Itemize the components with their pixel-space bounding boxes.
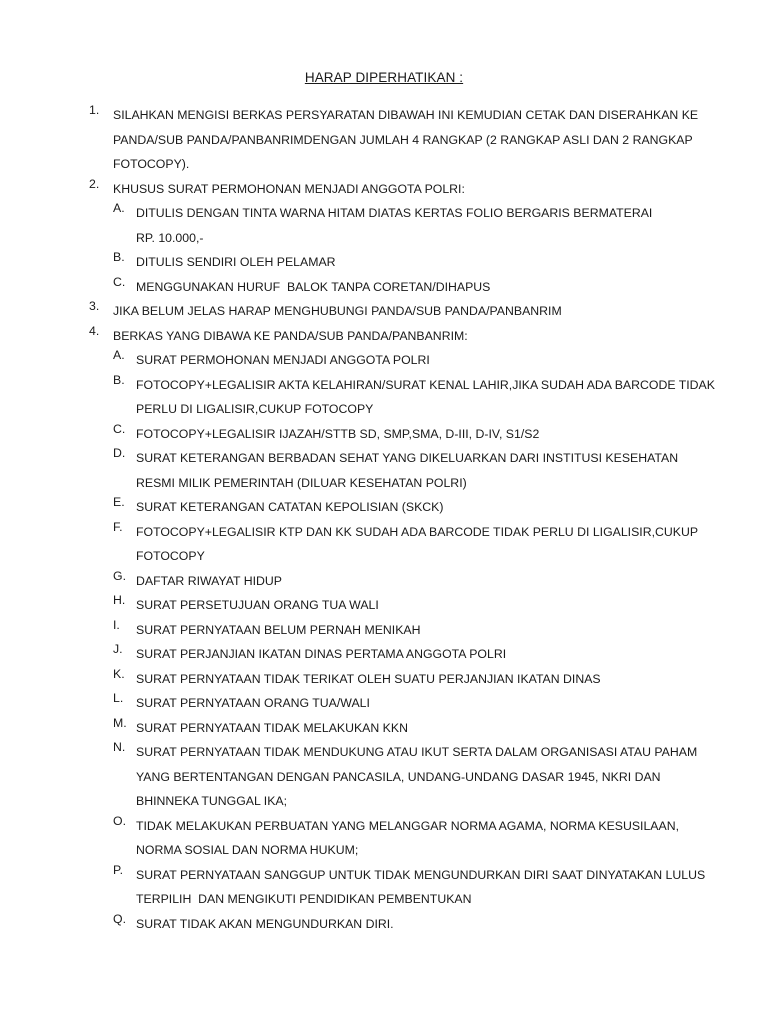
sub-list-item-text (136, 495, 681, 520)
sub-list-item-text (136, 446, 681, 495)
text-line: DITULIS SENDIRI OLEH PELAMAR (136, 255, 336, 269)
sub-list-item-letter: A. (113, 348, 125, 362)
sub-list-item-text (136, 740, 698, 814)
sub-list-item-text (136, 275, 681, 300)
text-line: SURAT PERNYATAAN TIDAK MENDUKUNG ATAU IKUT SERTA DALAM ORGANISASI ATAU PAHAM (136, 745, 698, 759)
text-line: DITULIS DENGAN TINTA WARNA HITAM DIATAS KERTAS FOLIO BERGARIS BERMATERAI (136, 206, 653, 220)
sub-list-item-letter: D. (113, 446, 126, 460)
text-line: PANDA/SUB PANDA/PANBANRIMDENGAN JUMLAH 4 RANGKAP (2 RANGKAP ASLI DAN 2 RANGKAP (113, 132, 693, 147)
sub-list-item-letter: G. (113, 568, 126, 583)
sub-list-item-letter: B. (113, 250, 125, 264)
sub-list-item (0, 520, 768, 569)
text-line: SURAT PERNYATAAN SANGGUP UNTUK TIDAK MENGUNDURKAN DIRI SAAT DINYATAKAN LULUS (136, 867, 706, 882)
sub-list-item-letter: I. (113, 617, 120, 632)
document-title: HARAP DIPERHATIKAN : (304, 70, 464, 85)
sub-list-item-text (136, 569, 681, 594)
sub-list-item (0, 912, 768, 937)
sub-list-item-letter: L. (113, 691, 124, 705)
list-item-number: 4. (89, 323, 100, 338)
text-line: BHINNEKA TUNGGAL IKA; (136, 794, 288, 808)
text-line: MENGGUNAKAN HURUF BALOK TANPA CORETAN/DIHAPUS (136, 279, 491, 294)
sub-list-item (0, 863, 768, 912)
sub-list-item (0, 618, 768, 643)
list-item-text (113, 299, 683, 324)
sub-list-item (0, 814, 768, 863)
sub-list-item (0, 691, 768, 716)
list-item-text (113, 177, 683, 202)
sub-list-item (0, 593, 768, 618)
sub-list-item-letter: J. (113, 642, 123, 656)
text-line: SURAT PERSETUJUAN ORANG TUA WALI (136, 598, 379, 612)
sub-list-item (0, 422, 768, 447)
sub-list-item (0, 446, 768, 495)
sub-list-item-letter: N. (113, 740, 126, 754)
text-line: FOTOCOPY (136, 549, 205, 563)
text-line: FOTOCOPY+LEGALISIR IJAZAH/STTB SD, SMP,SMA, D-III, D-IV, S1/S2 (136, 426, 540, 441)
list-item-text (113, 324, 683, 349)
text-line: SURAT TIDAK AKAN MENGUNDURKAN DIRI. (136, 916, 394, 931)
list-item-number: 3. (89, 299, 100, 313)
list-item (0, 299, 768, 324)
list-item (0, 177, 768, 300)
sub-list-item-letter: O. (113, 813, 126, 828)
sub-list-item-text (136, 667, 681, 692)
text-line: SURAT PERJANJIAN IKATAN DINAS PERTAMA ANGGOTA POLRI (136, 647, 507, 661)
sub-list-item (0, 642, 768, 667)
sub-list-item (0, 716, 768, 741)
text-line: FOTOCOPY+LEGALISIR AKTA KELAHIRAN/SURAT KENAL LAHIR,JIKA SUDAH ADA BARCODE TIDAK (136, 377, 715, 392)
text-line: SILAHKAN MENGISI BERKAS PERSYARATAN DIBAWAH INI KEMUDIAN CETAK DAN DISERAHKAN KE (113, 108, 699, 122)
sub-list-item-letter: F. (113, 519, 123, 534)
sub-list-item-letter: P. (113, 862, 124, 877)
text-line: DAFTAR RIWAYAT HIDUP (136, 573, 282, 588)
text-line: FOTOCOPY+LEGALISIR KTP DAN KK SUDAH ADA BARCODE TIDAK PERLU DI LIGALISIR,CUKUP (136, 524, 699, 539)
sub-list-item-letter: K. (113, 666, 125, 681)
text-line: SURAT PERMOHONAN MENJADI ANGGOTA POLRI (136, 353, 430, 367)
list-item-number: 2. (89, 176, 100, 191)
text-line: FOTOCOPY). (113, 157, 190, 171)
sub-list-item-text (136, 814, 681, 863)
text-line: KHUSUS SURAT PERMOHONAN MENJADI ANGGOTA POLRI: (113, 181, 465, 196)
sub-list-item (0, 740, 768, 814)
text-line: SURAT PERNYATAAN TIDAK TERIKAT OLEH SUATU PERJANJIAN IKATAN DINAS (136, 671, 601, 686)
sub-list-item (0, 348, 768, 373)
sub-list-item-text (136, 201, 681, 250)
text-line: TIDAK MELAKUKAN PERBUATAN YANG MELANGGAR NORMA AGAMA, NORMA KESUSILAAN, (136, 818, 680, 833)
sub-list-item-text (136, 716, 681, 741)
text-line: JIKA BELUM JELAS HARAP MENGHUBUNGI PANDA/SUB PANDA/PANBANRIM (113, 304, 562, 318)
text-line: SURAT PERNYATAAN ORANG TUA/WALI (136, 696, 370, 710)
sub-list-item-letter: A. (113, 201, 125, 215)
sub-list-item-letter: M. (113, 715, 127, 730)
sub-list-item-text (136, 520, 699, 569)
sub-list-item-text (136, 642, 681, 667)
list-item (0, 324, 768, 937)
text-line: RESMI MILIK PEMERINTAH (DILUAR KESEHATAN POLRI) (136, 475, 467, 490)
sub-list-item-text (136, 691, 681, 716)
sub-list-item-text (136, 912, 681, 937)
list-item (0, 103, 768, 177)
text-line: YANG BERTENTANGAN DENGAN PANCASILA, UNDANG-UNDANG DASAR 1945, NKRI DAN (136, 769, 661, 784)
sub-list-item (0, 275, 768, 300)
text-line: SURAT KETERANGAN BERBADAN SEHAT YANG DIKELUARKAN DARI INSTITUSI KESEHATAN (136, 451, 679, 465)
sub-list-item-letter: C. (113, 274, 126, 289)
sub-list-item (0, 373, 768, 422)
text-line: TERPILIH DAN MENGIKUTI PENDIDIKAN PEMBENTUKAN (136, 892, 472, 906)
sub-list-item-text (136, 348, 681, 373)
sub-list-item-text (136, 422, 681, 447)
sub-list-item-text (136, 250, 681, 275)
list-item-text (113, 103, 699, 177)
text-line: SURAT PERNYATAAN TIDAK MELAKUKAN KKN (136, 720, 408, 735)
text-line: RP. 10.000,- (136, 230, 204, 245)
sub-list-item-letter: C. (113, 421, 126, 436)
text-line: BERKAS YANG DIBAWA KE PANDA/SUB PANDA/PANBANRIM: (113, 328, 468, 343)
sub-list-item-letter: Q. (113, 911, 126, 926)
sub-list-item-text (136, 618, 681, 643)
text-line: PERLU DI LIGALISIR,CUKUP FOTOCOPY (136, 402, 374, 416)
requirements-list (0, 103, 768, 936)
text-line: NORMA SOSIAL DAN NORMA HUKUM; (136, 843, 359, 857)
sub-list-item (0, 667, 768, 692)
sub-list-item-letter: H. (113, 593, 126, 607)
sub-list-item-text (136, 863, 706, 912)
text-line: SURAT PERNYATAAN BELUM PERNAH MENIKAH (136, 622, 421, 637)
sub-list-item (0, 495, 768, 520)
sub-list-item-letter: B. (113, 372, 125, 387)
list-item-number: 1. (89, 103, 100, 117)
sub-list-item-text (136, 373, 715, 422)
sub-list-item (0, 569, 768, 594)
sub-list-item-text (136, 593, 681, 618)
sub-list-item-letter: E. (113, 495, 125, 509)
text-line: SURAT KETERANGAN CATATAN KEPOLISIAN (SKCK) (136, 500, 444, 514)
sub-list-item (0, 201, 768, 250)
sub-list-item (0, 250, 768, 275)
